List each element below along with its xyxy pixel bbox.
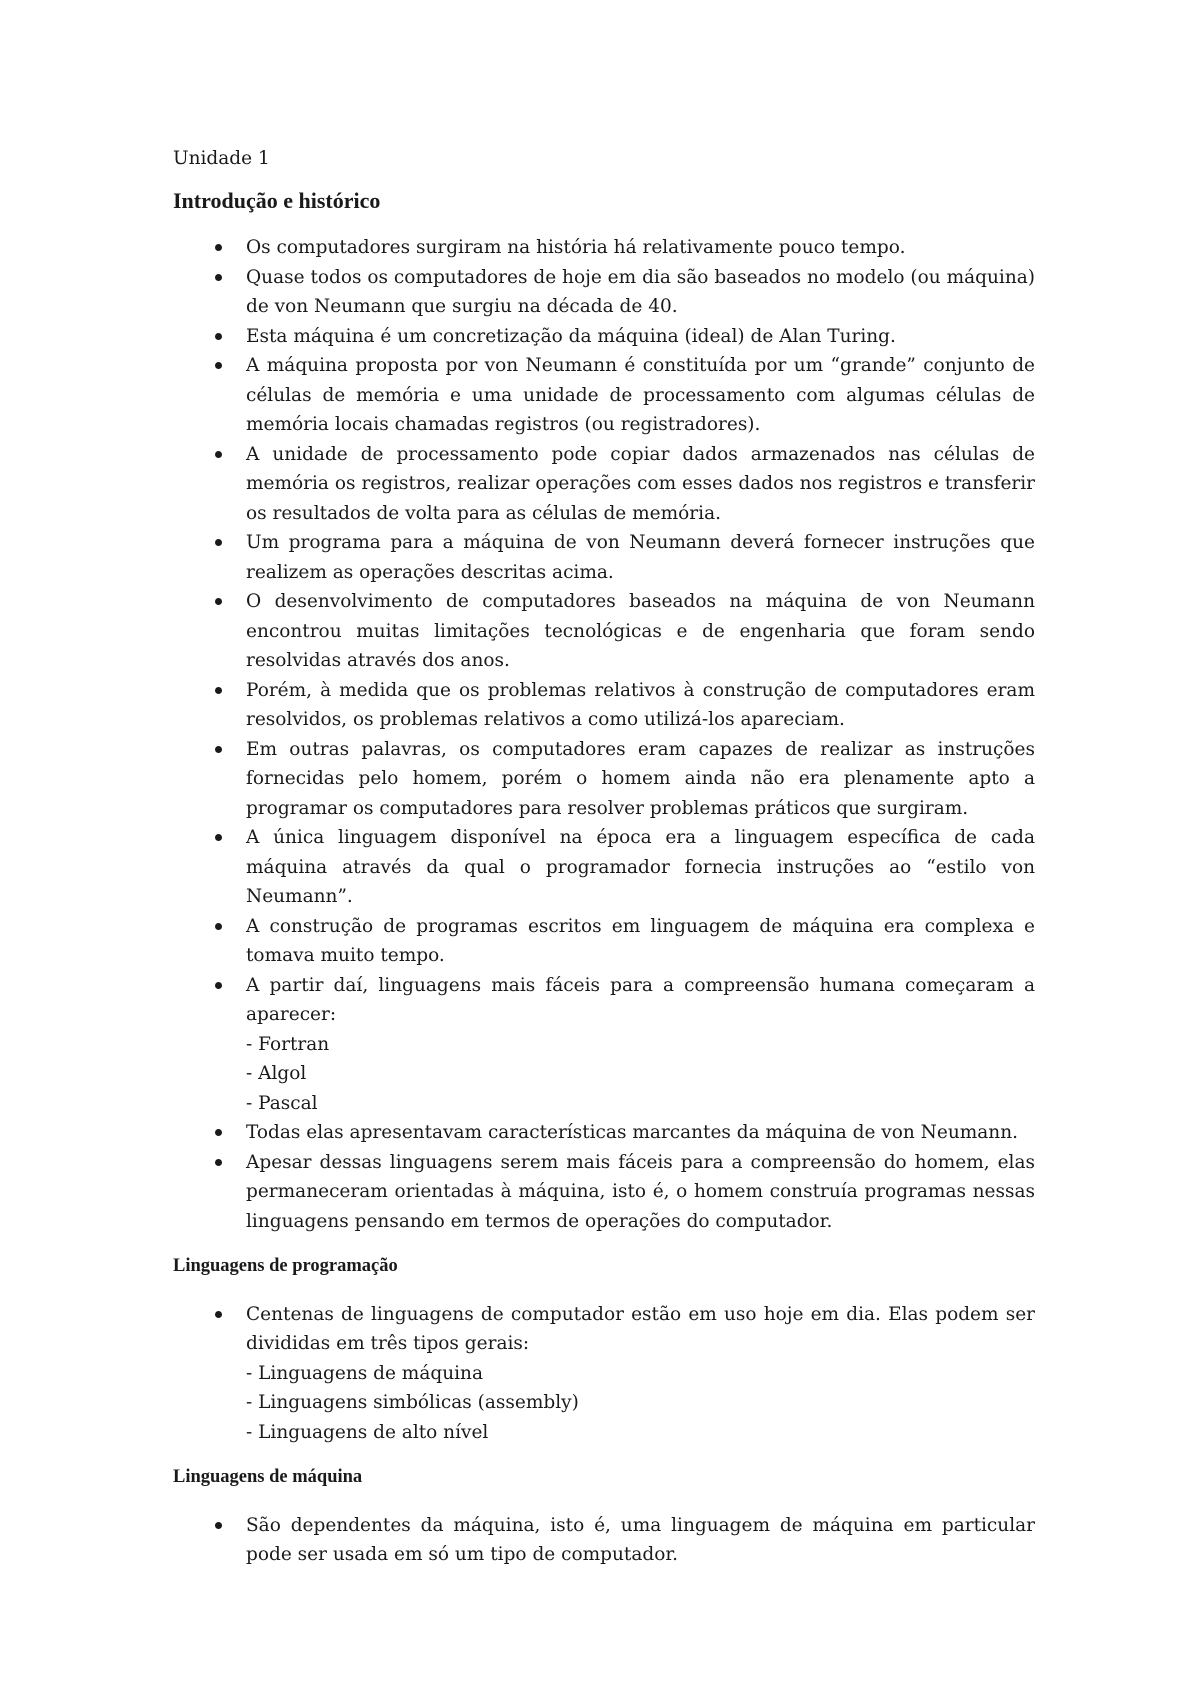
list-item-text: Apesar dessas linguagens serem mais fáceis para a compreensão do homem, elas permaneceram orientadas à máquina, isto é, o homem construía programas nessas linguagens pensando em termos de operações do computador. [246,1151,1035,1232]
bullet-icon [215,528,223,558]
document-page [173,144,1035,1570]
bullet-icon [215,735,223,765]
unit-label: Unidade 1 [173,148,270,169]
list-item-text: Centenas de linguagens de computador estão em uso hoje em dia. Elas podem ser divididas em três tipos gerais: [246,1303,1035,1354]
list-item-text: São dependentes da máquina, isto é, uma linguagem de máquina em particular pode ser usada em só um tipo de computador. [246,1514,1035,1565]
bullet-icon [215,263,223,293]
bullet-list [173,1511,1035,1570]
bullet-icon [215,971,223,1001]
list-item-text: A unidade de processamento pode copiar dados armazenados nas células de memória os registros, realizar operações com esses dados nos registros e transferir os resultados de volta para as células de memória. [246,443,1035,524]
list-item [173,322,1035,352]
bullet-icon [215,1300,223,1330]
bullet-icon [215,912,223,942]
list-item-text: Quase todos os computadores de hoje em dia são baseados no modelo (ou máquina) de von Neumann que surgiu na década de 40. [246,266,1035,317]
list-item [173,912,1035,971]
list-item-text: Porém, à medida que os problemas relativos à construção de computadores eram resolvidos, os problemas relativos a como utilizá-los apareciam. [246,679,1035,730]
list-item-text: Esta máquina é um concretização da máquina (ideal) de Alan Turing. [246,325,896,347]
bullet-list [173,233,1035,1236]
bullet-icon [215,351,223,381]
bullet-icon [215,440,223,470]
list-item [173,587,1035,676]
bullet-icon [215,1511,223,1541]
list-item-text: A construção de programas escritos em linguagem de máquina era complexa e tomava muito tempo. [246,915,1035,966]
sub-item: - Linguagens de alto nível [246,1421,489,1443]
section-title: Linguagens de máquina [173,1467,363,1487]
bullet-icon [215,587,223,617]
bullet-icon [215,676,223,706]
list-item [173,735,1035,824]
list-item-text: Em outras palavras, os computadores eram capazes de realizar as instruções fornecidas pelo homem, porém o homem ainda não era plenamente apto a programar os computadores para resolver problemas práticos que surgiram. [246,738,1035,819]
sub-item: - Linguagens de máquina [246,1362,483,1384]
list-item [173,233,1035,263]
bullet-icon [215,823,223,853]
list-item-text: A partir daí, linguagens mais fáceis para a compreensão humana começaram a aparecer: [246,974,1035,1025]
list-item-text: Todas elas apresentavam características marcantes da máquina de von Neumann. [246,1122,1019,1143]
list-item [173,823,1035,912]
bullet-icon [215,1148,223,1178]
document-body [173,186,1035,1570]
list-item [173,1300,1035,1448]
list-item [173,1118,1035,1148]
section-title: Linguagens de programação [173,1256,398,1276]
list-item [173,351,1035,440]
sub-item: - Fortran [246,1033,330,1055]
list-item [173,440,1035,529]
list-item [173,1148,1035,1237]
list-item-text: O desenvolvimento de computadores baseados na máquina de von Neumann encontrou muitas limitações tecnológicas e de engenharia que foram sendo resolvidas através dos anos. [246,591,1035,671]
sub-item: - Algol [246,1063,307,1084]
list-item-text: A única linguagem disponível na época era a linguagem específica de cada máquina através da qual o programador fornecia instruções ao “estilo von Neumann”. [246,827,1035,907]
list-item [173,528,1035,587]
sub-item: - Pascal [246,1092,318,1114]
list-item [173,1511,1035,1570]
bullet-icon [215,1118,223,1148]
list-item-text: Um programa para a máquina de von Neumann deverá fornecer instruções que realizem as operações descritas acima. [246,532,1035,583]
list-item-text: A máquina proposta por von Neumann é constituída por um “grande” conjunto de células de memória e uma unidade de processamento com algumas células de memória locais chamadas registros (ou registradores). [246,355,1035,435]
section-title: Introdução e histórico [173,187,381,213]
list-item [173,676,1035,735]
list-item [173,263,1035,322]
list-item [173,971,1035,1119]
sub-item: - Linguagens simbólicas (assembly) [246,1392,579,1413]
bullet-list [173,1300,1035,1448]
bullet-icon [215,322,223,352]
bullet-icon [215,233,223,263]
list-item-text: Os computadores surgiram na história há relativamente pouco tempo. [246,237,906,258]
